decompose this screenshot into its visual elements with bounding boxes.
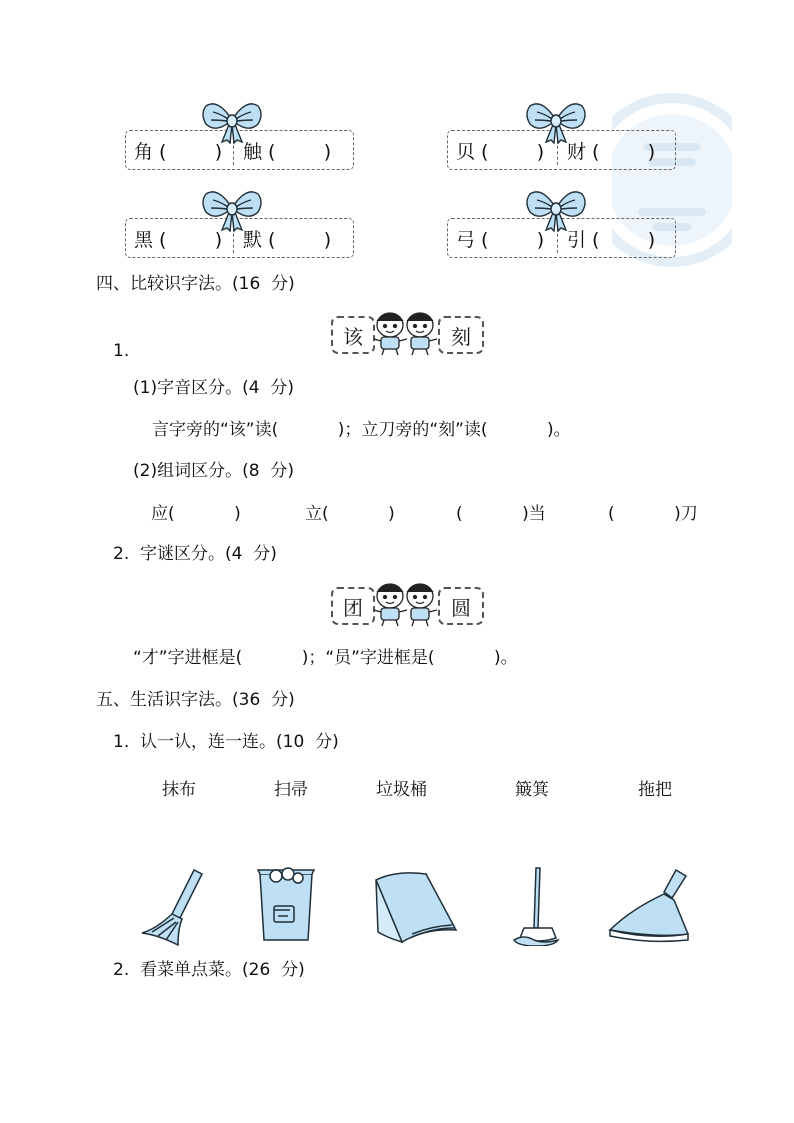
broom-icon — [140, 866, 208, 946]
question-1-number: 1. — [113, 341, 130, 361]
q1-sub1-title: (1)字音区分。(4 分) — [133, 378, 294, 398]
question-2-title: 2. 字谜区分。(4 分) — [113, 544, 277, 564]
word-saozhou: 扫帚 — [274, 780, 308, 800]
bow-icon — [525, 188, 587, 232]
char-pair-right: 触 ( ) — [243, 140, 332, 163]
char-box-ke: 刻 — [438, 316, 484, 354]
char-pair-right: 默 ( ) — [243, 228, 332, 251]
word-lajitong: 垃圾桶 — [376, 780, 427, 800]
char-pair-left: 贝 ( ) — [456, 140, 545, 163]
dustpan-icon — [606, 866, 690, 944]
mop-icon — [510, 866, 562, 946]
bow-icon — [201, 100, 263, 144]
q1-sub1-text: 言字旁的“该”读( )；立刀旁的“刻”读( )。 — [152, 420, 571, 440]
q2-text: “才”字进框是( )；“员”字进框是( )。 — [133, 648, 518, 668]
char-pair-left: 角 ( ) — [134, 140, 223, 163]
q1-sub2-title: (2)组词区分。(8 分) — [133, 461, 294, 481]
char-pair-left: 弓 ( ) — [456, 228, 545, 251]
section5-q2-title: 2. 看菜单点菜。(26 分) — [113, 960, 305, 980]
char-pair-right: 引 ( ) — [567, 228, 656, 251]
word-blank-3: ( )当 — [456, 504, 546, 524]
word-blank-2: 立( ) — [305, 504, 395, 524]
trash-bin-icon — [254, 866, 318, 944]
word-tuoba: 拖把 — [638, 780, 672, 800]
twin-kids-icon — [370, 580, 442, 628]
char-box-yuan: 圆 — [438, 587, 484, 625]
bow-icon — [201, 188, 263, 232]
twin-kids-icon — [370, 309, 442, 357]
word-boji: 簸箕 — [515, 780, 549, 800]
char-box-gai: 该 — [331, 316, 375, 354]
section5-q1-title: 1. 认一认，连一连。(10 分) — [113, 732, 339, 752]
char-pair-left: 黑 ( ) — [134, 228, 223, 251]
char-box-tuan: 团 — [331, 587, 375, 625]
cloth-icon — [370, 868, 462, 946]
word-blank-4: ( )刀 — [608, 504, 698, 524]
word-blank-1: 应( ) — [151, 504, 241, 524]
section5-heading: 五、生活识字法。(36 分) — [96, 690, 295, 710]
bow-icon — [525, 100, 587, 144]
word-mobu: 抹布 — [162, 780, 196, 800]
section4-heading: 四、比较识字法。(16 分) — [96, 274, 295, 294]
char-pair-right: 财 ( ) — [567, 140, 656, 163]
